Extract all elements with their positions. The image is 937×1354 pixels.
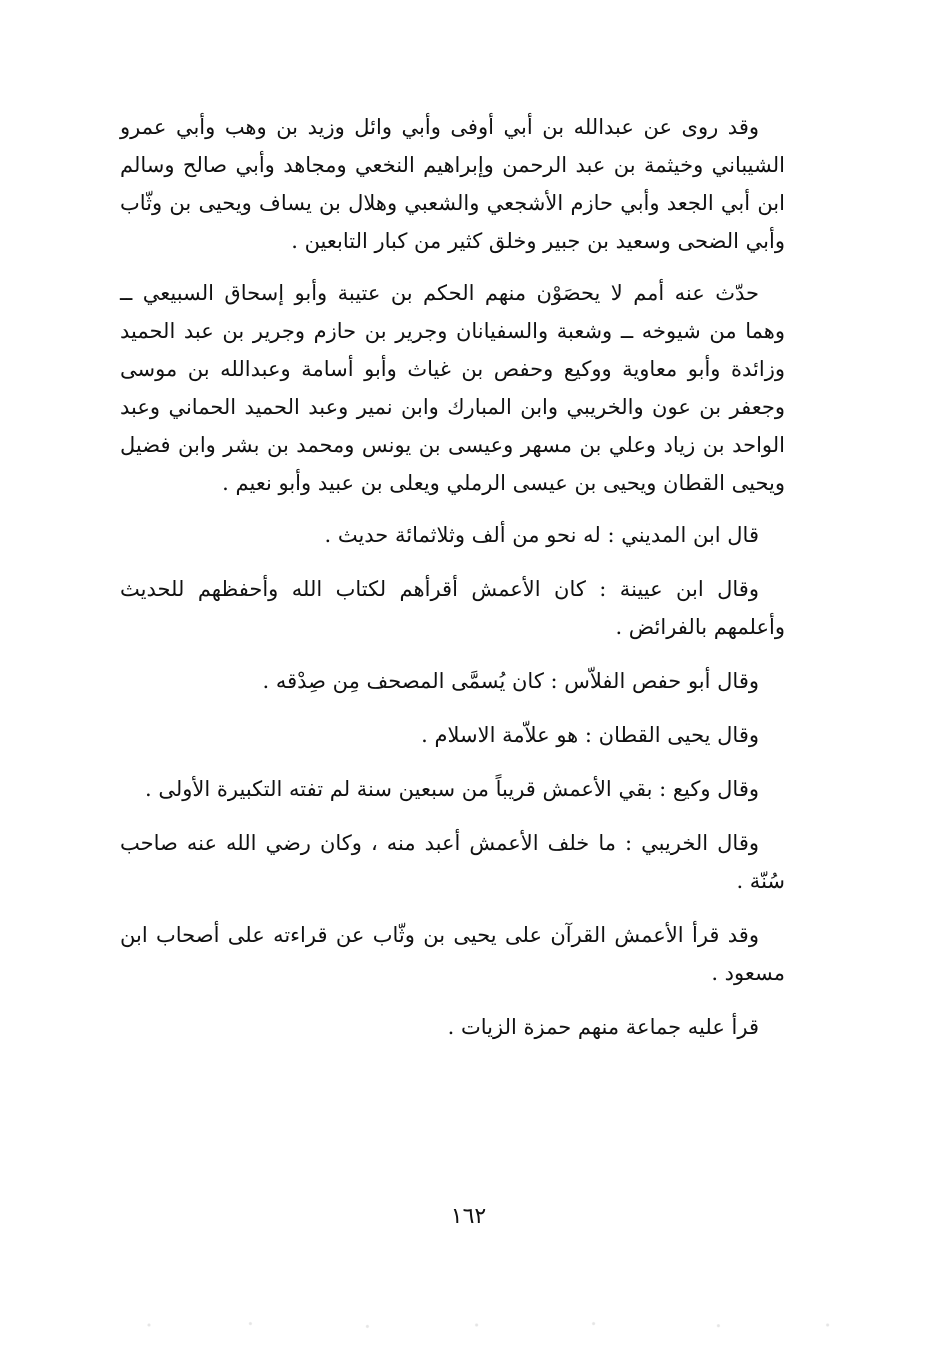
paragraph-abu-hafs: وقال أبو حفص الفلاّس : كان يُسمَّى المصحف مِن صِدْقه . [262,669,759,693]
paragraph-narrators-from: وقد روى عن عبدالله بن أبي أوفى وأبي وائل وزيد بن وهب وأبي عمرو الشيباني وخيثمة بن عبد الرحمن وإبراهيم النخعي ومجاهد وأبي صالح وسالم ابن أبي الجعد وأبي حازم الأشجعي والشعبي وهلال بن يساف ويحيى بن وثّاب وأبي الضحى وسعيد بن جبير وخلق كثير من كبار التابعين . [120,115,785,253]
paragraph-yahya-al-qattan: وقال يحيى القطان : هو علاّمة الاسلام . [421,723,759,747]
paragraph-ibn-al-madini: قال ابن المديني : له نحو من ألف وثلاثمائة حديث . [324,523,759,547]
page-number: ١٦٢ [450,1204,487,1229]
paragraph-students: قرأ عليه جماعة منهم حمزة الزيات . [447,1015,759,1039]
paragraph-al-khuraybi: وقال الخريبي : ما خلف الأعمش أعبد منه ، وكان رضي الله عنه صاحب سُنّة . [120,831,785,893]
page-body [120,108,785,1062]
paragraph-ibn-uyaynah: وقال ابن عيينة : كان الأعمش أقرأهم لكتاب الله وأحفظهم للحديث وأعلمهم بالفرائض . [120,577,785,639]
paragraph-waki: وقال وكيع : بقي الأعمش قريباً من سبعين سنة لم تفته التكبيرة الأولى . [145,777,759,801]
paragraph-quran-reading: وقد قرأ الأعمش القرآن على يحيى بن وثّاب عن قراءته على أصحاب ابن مسعود . [120,923,785,985]
paragraph-narrators-to: حدّث عنه أمم لا يحصَوْن منهم الحكم بن عتيبة وأبو إسحاق السبيعي ــ وهما من شيوخه ــ وشعبة والسفيانان وجرير بن حازم وجرير بن عبد الحميد وزائدة وأبو معاوية ووكيع وحفص بن غياث وأبو أسامة وعبدالله بن موسى وجعفر بن عون والخريبي وابن المبارك وابن نمير وعبد الحميد الحماني وعبد الواحد بن زياد وعلي بن مسهر وعيسى بن يونس ومحمد بن بشر وابن فضيل ويحيى القطان ويحيى بن عيسى الرملي ويعلى بن عبيد وأبو نعيم . [120,281,785,495]
scan-noise-decoration [110,1318,890,1332]
